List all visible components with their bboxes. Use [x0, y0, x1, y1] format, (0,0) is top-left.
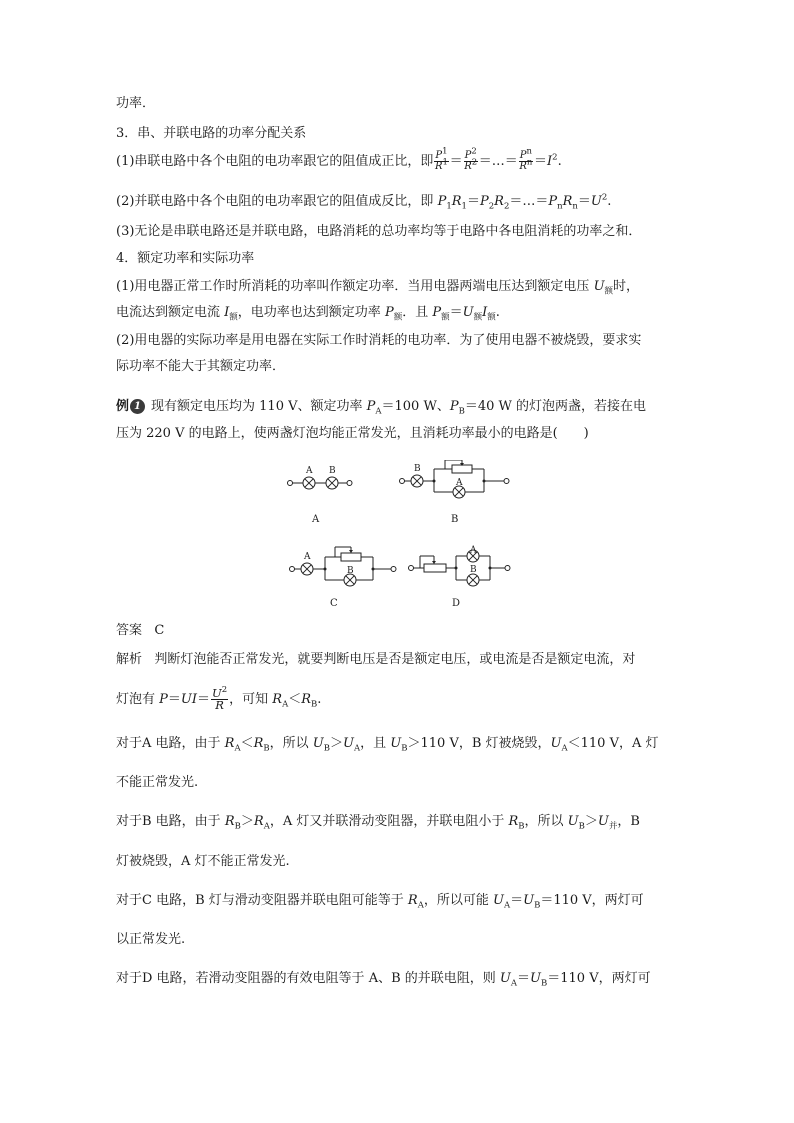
example-line-1: 例 1 现有额定电压均为 110 V、额定功率 $P_A=100$ W、$P_B=40$ W 的灯泡两盏，若接在电 [116, 399, 646, 417]
circuit-a-diagram [285, 462, 355, 498]
analysis-label: 解析 [116, 652, 143, 667]
actual-power-line-1: (2)用电器的实际功率是用电器在实际工作时消耗的电功率．为了使用电器不被烧毁，要求实 [116, 333, 642, 348]
total-power-rule: (3)无论是串联电路还是并联电路，电路消耗的总功率均等于电路中各电阻消耗的功率之和． [116, 224, 642, 239]
analysis-line-1: 解析 判断灯泡能否正常发光，就要判断电压是否是额定电压，或电流是否是额定电流，对 [116, 652, 636, 667]
circuit-a-lamp2-label: B [329, 466, 336, 476]
circuit-a-caption: A [312, 514, 320, 525]
rheostat-icon [445, 460, 472, 473]
example-label: 例 [116, 399, 130, 414]
analysis-line-7: 对于C 电路，B 灯与滑动变阻器并联电阻可能等于 $R_A$，所以可能 $U_A=U_B=110$ V，两灯可 [116, 893, 644, 911]
example-line-2: 压为 220 V 的电路上，使两盏灯泡均能正常发光，且消耗功率最小的电路是( ) [116, 426, 589, 441]
circuit-d-caption: D [452, 598, 461, 609]
circuit-d-lamp1-label: A [470, 545, 477, 556]
answer-line [116, 622, 164, 640]
lamp-a-icon [301, 563, 313, 575]
lamp-a-icon [303, 477, 315, 489]
analysis-line-2: 灯泡有 P＝UI＝ $\frac{U^2}{R}$ ，可知 $R_A<R_B$. [116, 685, 322, 712]
section-heading-3: 3．串、并联电路的功率分配关系 [116, 126, 307, 141]
circuit-c-lamp2-label: B [347, 566, 354, 576]
example-number-badge: 1 [130, 399, 145, 414]
analysis-line-3: 对于A 电路，由于 $R_A<R_B$，所以 $U_B>U_A$，且 $U_B>110$ V，B 灯被烧毁，$U_A<110$ V，A 灯 [116, 736, 659, 754]
rated-power-line-1: (1)用电器正常工作时所消耗的功率叫作额定功率．当用电器两端电压达到额定电压 $U_额$时， [116, 279, 640, 297]
series-power-rule: (1)串联电路中各个电阻的电功率跟它的阻值成正比，即 $\frac{P^1}{R^1}$ ＝ $\frac{P^2}{R^2}$ ＝…＝ $\frac{P^n}{R^n}$ $=I^2$. [116, 146, 562, 172]
rheostat-icon [335, 547, 361, 561]
analysis-line-9: 对于D 电路，若滑动变阻器的有效电阻等于 A、B 的并联电阻，则 $U_A=U_B=110$ V，两灯可 [116, 971, 651, 989]
lamp-b-icon [326, 477, 338, 489]
circuit-b-caption: B [451, 514, 459, 525]
analysis-line-8: 以正常发光. [116, 932, 186, 947]
analysis-line-4: 不能正常发光. [116, 775, 199, 790]
actual-power-line-2: 际功率不能大于其额定功率． [116, 359, 286, 374]
analysis-line-5: 对于B 电路，由于 $R_B>R_A$，A 灯又并联滑动变阻器，并联电阻小于 $R_B$，所以 $U_B>U_并$，B [116, 814, 640, 832]
circuit-c-diagram [287, 544, 399, 588]
lamp-b-icon [467, 574, 479, 586]
circuit-b-lamp2-label: A [456, 478, 463, 488]
answer-label: 答案 [116, 623, 143, 638]
circuit-c-caption: C [330, 598, 338, 609]
rheostat-icon [420, 556, 446, 572]
analysis-line-6: 灯被烧毁，A 灯不能正常发光. [116, 854, 290, 869]
circuit-a-lamp1-label: A [306, 466, 313, 476]
circuit-d-lamp2-label: B [470, 565, 477, 575]
section-heading-4: 4．额定功率和实际功率 [116, 251, 255, 266]
parallel-power-rule: (2)并联电路中各个电阻的电功率跟它的阻值成反比，即 $P_1R_1=P_2R_2=\dots=P_nR_n=U^2$. [116, 192, 612, 212]
rated-power-line-2: 电流达到额定电流 $I_额$，电功率也达到额定功率 $P_额$．且 $P_额=U_额I_额$. [116, 305, 500, 323]
text-line-1: 功率． [116, 96, 156, 111]
circuit-c-lamp1-label: A [304, 552, 311, 562]
circuit-d-diagram [406, 542, 514, 588]
lamp-b-icon [411, 475, 423, 487]
circuit-b-diagram [397, 460, 512, 500]
circuit-b-lamp1-label: B [414, 464, 421, 474]
answer-value: C [154, 623, 165, 638]
